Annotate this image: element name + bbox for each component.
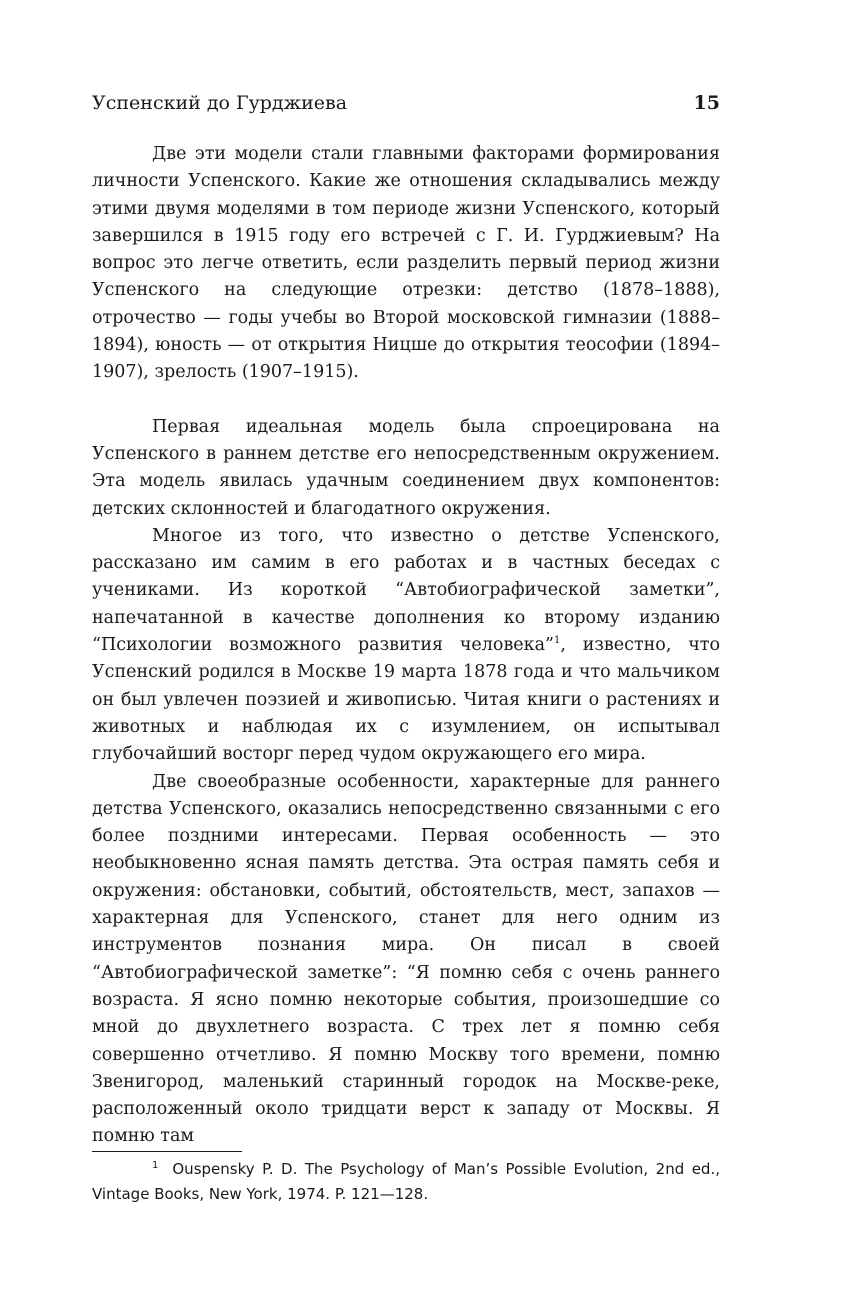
- paragraph-text: Многое из того, что известно о детстве Успенского, рассказано им самим в его работах и в частных беседах с учениками. Из короткой “Автобиографической заметки”, напечатанной в качестве дополнения ко второму изданию “Психологии возможного развития человека”: [92, 525, 720, 656]
- paragraph-with-footnote-ref: [92, 523, 720, 769]
- footnote-mark: 1: [152, 1160, 159, 1171]
- footnote: [92, 1157, 720, 1207]
- footnote-reference[interactable]: 1: [553, 635, 561, 647]
- paragraph-text: , известно, что Успенский родился в Москве 19 марта 1878 года и что мальчиком он был увлечен поэзией и живописью. Читая книги о растениях и животных и наблюдая их с изумлением, он испытывал глубочайший восторг перед чудом окружающего его мира.: [92, 635, 720, 765]
- running-head: Успенский до Гурджиева: [92, 92, 348, 114]
- footnote-divider: [92, 1151, 242, 1152]
- paragraph: Две эти модели стали главными факторами формирования личности Успенского. Какие же отношения складывались между этими двумя моделями в том периоде жизни Успенского, который завершился в 1915 году его встречей с Г. И. Гурджиевым? На вопрос это легче ответить, если разделить первый период жизни Успенского на следующие отрезки: детство (1878–1888), отрочество — годы учебы во Второй московской гимназии (1888–1894), юность — от открытия Ницше до открытия теософии (1894–1907), зрелость (1907–1915).: [92, 144, 720, 383]
- page-number: 15: [693, 92, 720, 114]
- paragraph: Первая идеальная модель была спроецирована на Успенского в раннем детстве его непосредственным окружением. Эта модель явилась удачным соединением двух компонентов: детских склонностей и благодатного окружения.: [92, 416, 720, 519]
- page-header: [92, 88, 720, 118]
- footnote-text: Ouspensky P. D. The Psychology of Man’s Possible Evolution, 2nd ed., Vintage Books, New York, 1974. P. 121—128.: [92, 1160, 720, 1203]
- paragraph: Две своеобразные особенности, характерные для раннего детства Успенского, оказались непосредственно связанными с его более поздними интересами. Первая особенность — это необыкновенно ясная память детства. Эта острая память себя и окружения: обстановки, событий, обстоятельств, мест, запахов — характерная для Успенского, станет для него одним из инструментов познания мира. Он писал в своей “Автобиографической заметке”: “Я помню себя с очень раннего возраста. Я ясно помню некоторые события, произошедшие со мной до двухлетнего возраста. С трех лет я помню себя совершенно отчетливо. Я помню Москву того времени, помню Звенигород, маленький старинный городок на Москве-реке, расположенный около тридцати верст к западу от Москвы. Я помню там: [92, 771, 720, 1147]
- body-text: [92, 141, 720, 1151]
